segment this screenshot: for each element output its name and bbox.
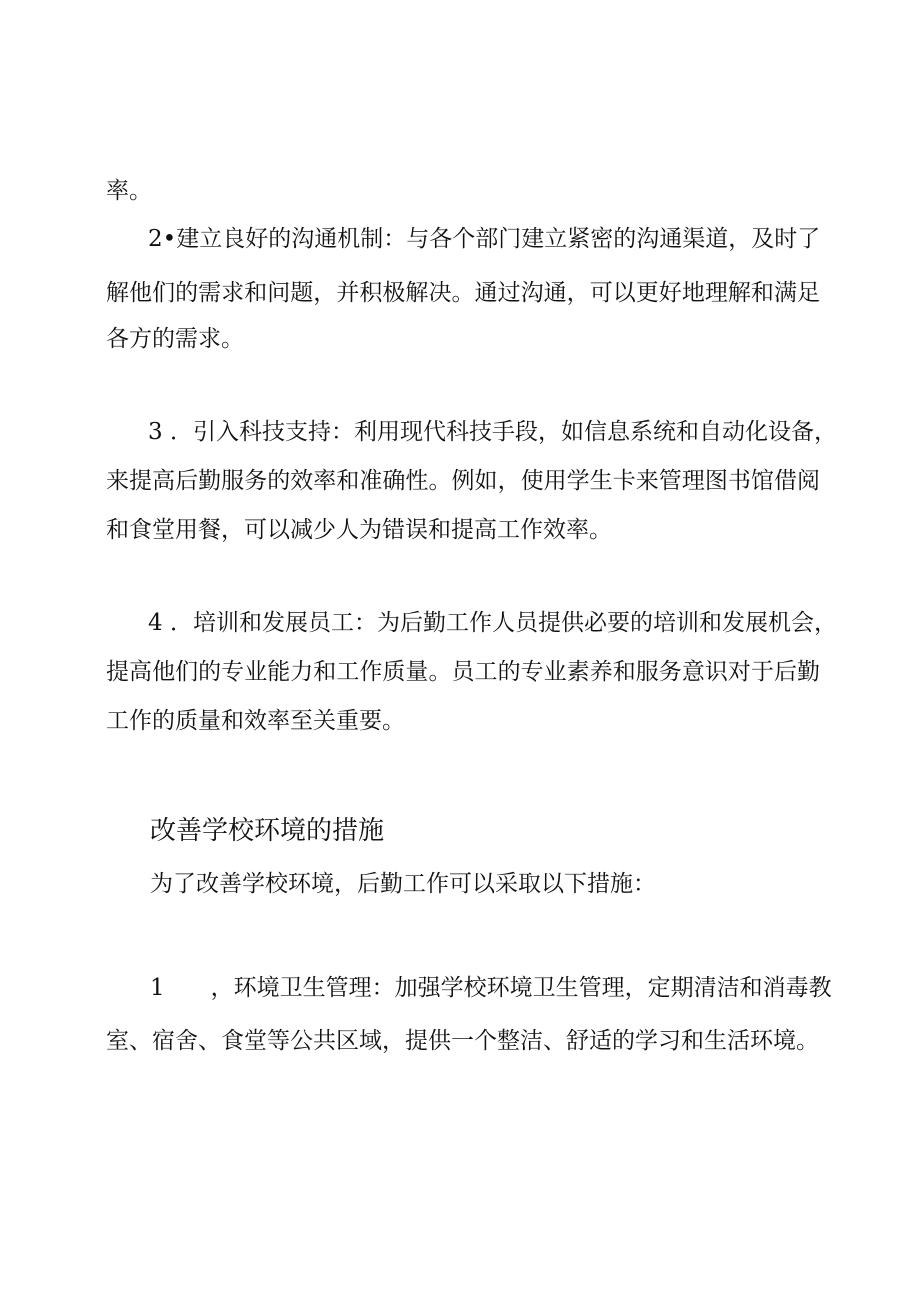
section-heading: 改善学校环境的措施 <box>150 816 385 846</box>
paragraph-line: 解他们的需求和问题，并积极解决。通过沟通，可以更好地理解和满足 <box>106 280 820 306</box>
paragraph-line: 和食堂用餐，可以减少人为错误和提高工作效率。 <box>106 517 612 543</box>
paragraph-line: 3 ．引入科技支持：利用现代科技手段，如信息系统和自动化设备， <box>148 419 837 445</box>
paragraph-line: 室、宿舍、食堂等公共区域，提供一个整洁、舒适的学习和生活环境。 <box>106 1028 819 1054</box>
paragraph-line: 4 ．培训和发展员工：为后勤工作人员提供必要的培训和发展机会， <box>148 610 837 636</box>
paragraph-line: 2•建立良好的沟通机制：与各个部门建立紧密的沟通渠道，及时了 <box>148 226 821 252</box>
paragraph-line: 来提高后勤服务的效率和准确性。例如，使用学生卡来管理图书馆借阅 <box>106 468 820 494</box>
paragraph-line: 率。 <box>106 178 152 204</box>
paragraph-line: 各方的需求。 <box>106 326 244 352</box>
section-intro: 为了改善学校环境，后勤工作可以采取以下措施： <box>150 871 656 897</box>
paragraph-line: 工作的质量和效率至关重要。 <box>106 708 405 734</box>
paragraph-line: 提高他们的专业能力和工作质量。员工的专业素养和服务意识对于后勤 <box>106 659 820 685</box>
paragraph-line: 1 ，环境卫生管理：加强学校环境卫生管理，定期清洁和消毒教 <box>150 975 832 1001</box>
